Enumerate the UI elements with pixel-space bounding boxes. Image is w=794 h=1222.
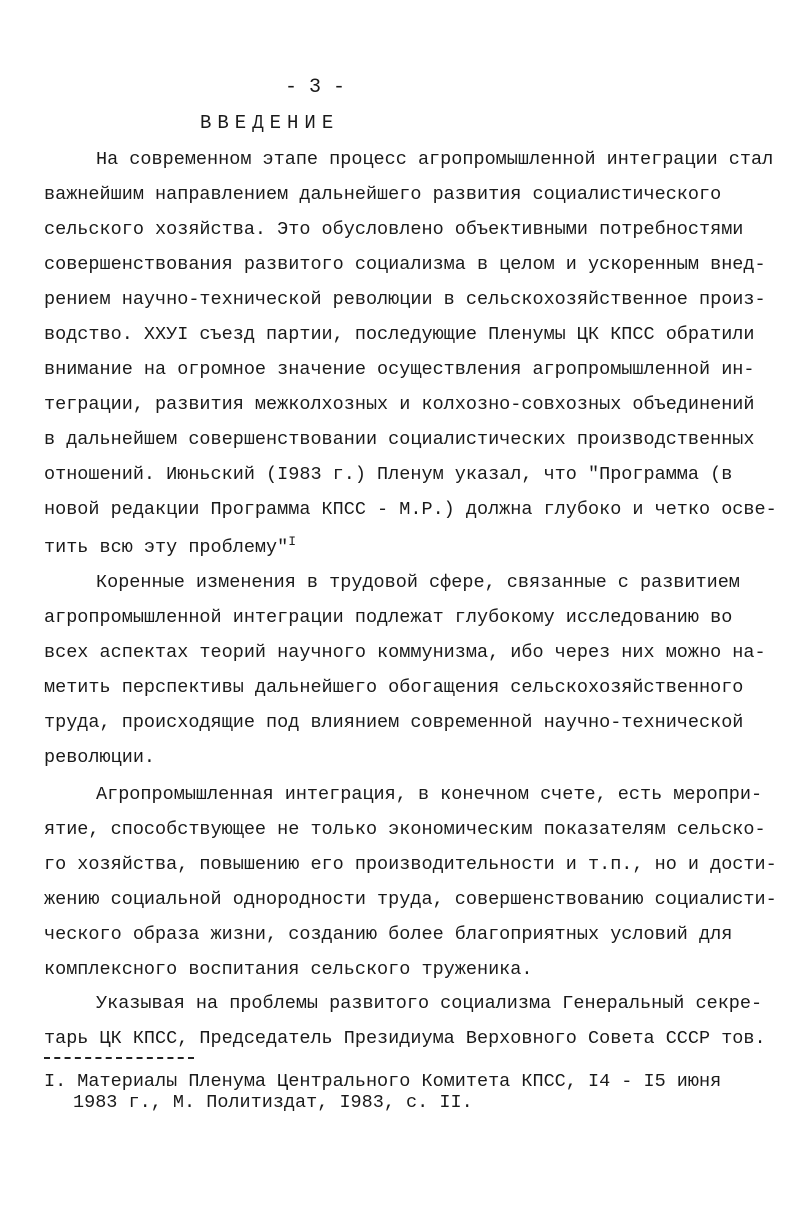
text-line: комплексного воспитания сельского труженика. (44, 959, 533, 980)
text-line: водство. ХХУI съезд партии, последующие Пленумы ЦК КПСС обратили (44, 324, 755, 345)
text-line: жению социальной однородности труда, совершенствованию социалисти- (44, 889, 777, 910)
text-line: труда, происходящие под влиянием современной научно-технической (44, 712, 744, 733)
text-line: в дальнейшем совершенствовании социалистических производственных (44, 429, 755, 450)
text-line: Указывая на проблемы развитого социализма Генеральный секре- (96, 993, 763, 1014)
text-line: ятие, способствующее не только экономическим показателям сельско- (44, 819, 766, 840)
text-line: На современном этапе процесс агропромышленной интеграции стал (96, 149, 774, 170)
text-line: сельского хозяйства. Это обусловлено объективными потребностями (44, 219, 744, 240)
text-line: ческого образа жизни, созданию более благоприятных условий для (44, 924, 733, 945)
text-line: агропромышленной интеграции подлежат глубокому исследованию во (44, 607, 733, 628)
footnote-divider (44, 1057, 194, 1059)
text-line: всех аспектах теорий научного коммунизма, ибо через них можно на- (44, 642, 766, 663)
text-line-content: тить всю эту проблему" (44, 537, 289, 559)
text-line: Коренные изменения в трудовой сфере, связанные с развитием (96, 572, 740, 593)
text-line: го хозяйства, повышению его производительности и т.п., но и дости- (44, 854, 777, 875)
text-line: революции. (44, 747, 156, 768)
footnote-ref: I (288, 534, 297, 549)
page-number: - 3 - (285, 76, 346, 99)
text-line: теграции, развития межколхозных и колхозно-совхозных объединений (44, 394, 755, 415)
text-line: внимание на огромное значение осуществления агропромышленной ин- (44, 359, 755, 380)
text-line: совершенствования развитого социализма в целом и ускоренным внед- (44, 254, 766, 275)
text-line: Агропромышленная интеграция, в конечном счете, есть меропри- (96, 784, 763, 805)
text-line: тарь ЦК КПСС, Председатель Президиума Верховного Совета СССР тов. (44, 1028, 766, 1049)
text-line (44, 534, 296, 558)
page-title: ВВЕДЕНИЕ (200, 112, 340, 134)
footnote-line: 1983 г., М. Политиздат, I983, с. II. (73, 1092, 473, 1113)
text-line: метить перспективы дальнейшего обогащения сельскохозяйственного (44, 677, 744, 698)
text-line: новой редакции Программа КПСС - М.Р.) должна глубоко и четко осве- (44, 499, 777, 520)
text-line: важнейшим направлением дальнейшего развития социалистического (44, 184, 722, 205)
text-line: рением научно-технической революции в сельскохозяйственное произ- (44, 289, 766, 310)
footnote-line: I. Материалы Пленума Центрального Комитета КПСС, I4 - I5 июня (44, 1071, 722, 1092)
text-line: отношений. Июньский (I983 г.) Пленум указал, что "Программа (в (44, 464, 733, 485)
